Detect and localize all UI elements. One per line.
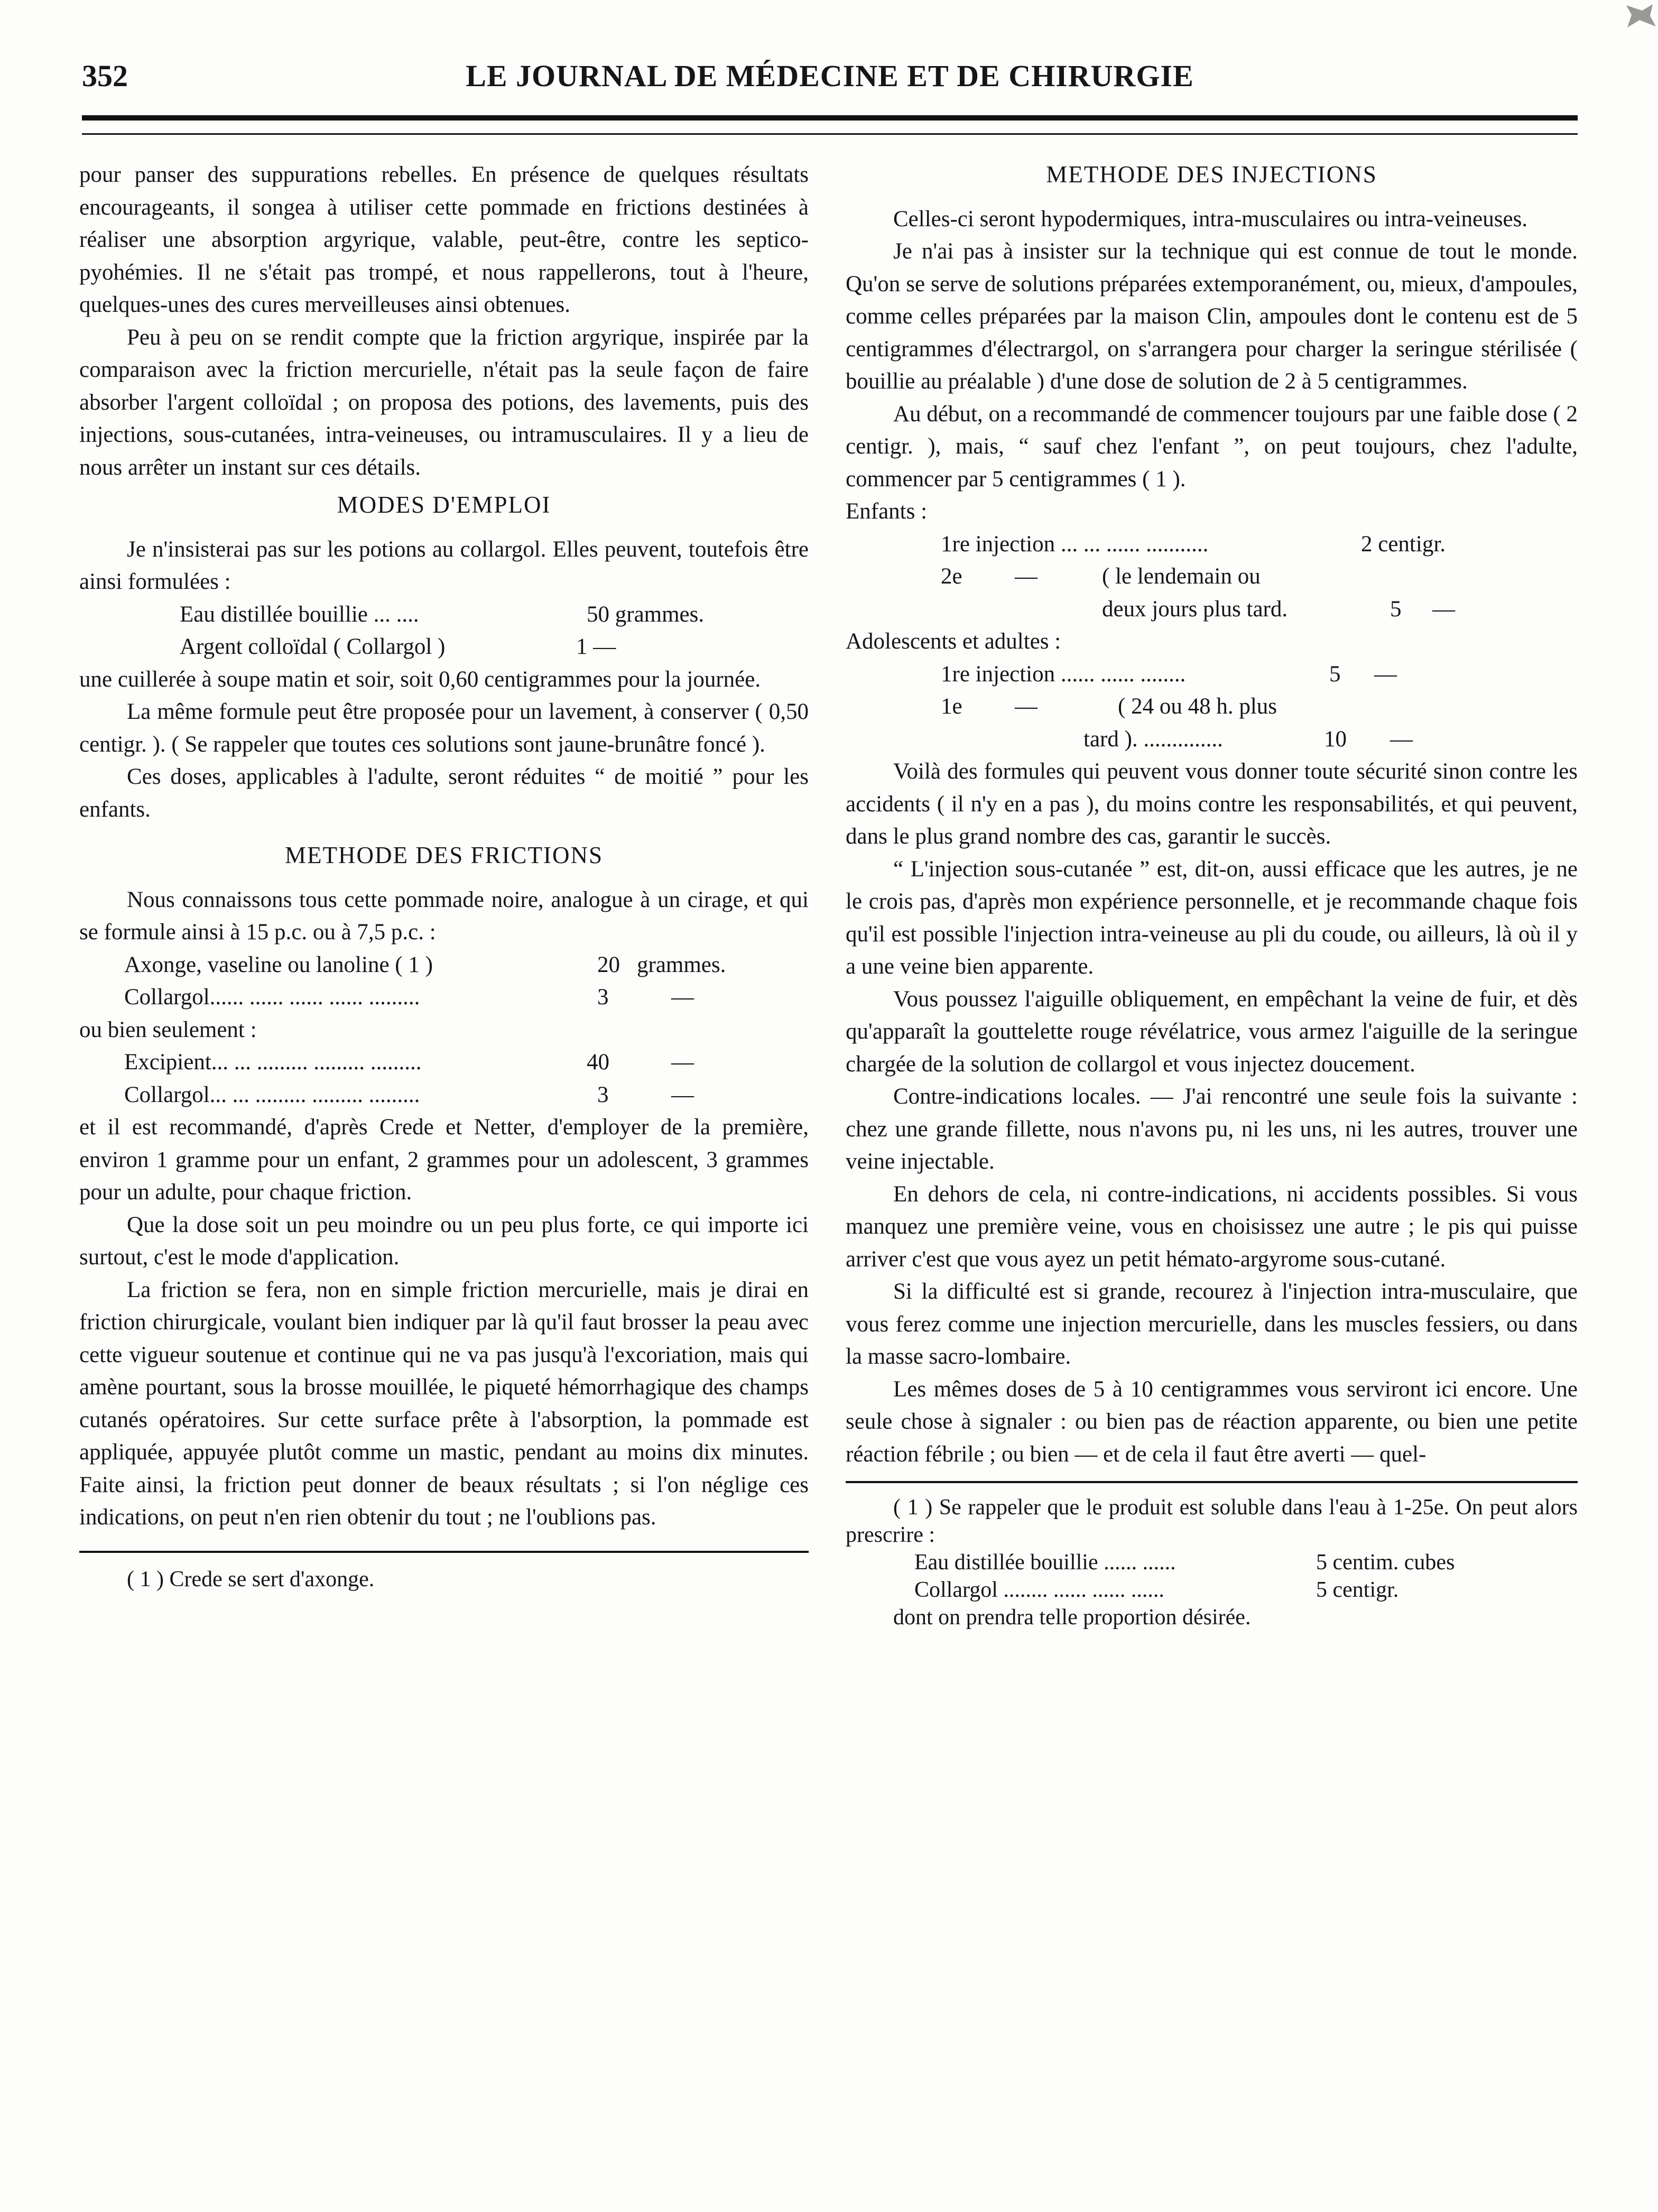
footnote xyxy=(846,1494,1578,1631)
dosage-text: ( le lendemain ou xyxy=(1102,564,1261,589)
paragraph: “ L'injection sous-cutanée ” est, dit-on, aussi efficace que les autres, je ne le crois pas, d'après mon expérience personnelle, et je recommande chaque fois qu'il est possible l'injection intra-veineuse au pli du coude, ou ailleurs, là où il y a une veine bien apparente. xyxy=(846,856,1578,979)
dosage-label: 1re injection ... ... ...... ........... xyxy=(941,531,1209,557)
dosage-row xyxy=(846,690,1578,723)
dosage-qty: 10 xyxy=(1324,726,1347,752)
formula-row xyxy=(79,1046,809,1079)
formula-item: Eau distillée bouillie ...... ...... xyxy=(914,1550,1176,1575)
formula-row xyxy=(79,598,809,631)
dosage-row xyxy=(846,658,1578,691)
dosage-row xyxy=(846,560,1578,593)
formula-qty: 40 xyxy=(587,1050,609,1075)
formula-row xyxy=(79,981,809,1014)
dosage-unit: — xyxy=(1374,661,1397,687)
formula-unit: — xyxy=(671,1082,694,1107)
dosage-group-label xyxy=(846,625,1578,658)
paragraph: La même formule peut être proposée pour un lavement, à conserver ( 0,50 centigr. ). ( Se rappeler que toutes ces solutions sont jaune-brunâtre foncé ). xyxy=(79,699,809,757)
dosage-text: ( 24 ou 48 h. plus xyxy=(1118,694,1277,719)
formula-item: Axonge, vaseline ou lanoline ( 1 ) xyxy=(124,952,433,977)
footnote-text: ( 1 ) Se rappeler que le produit est soluble dans l'eau à 1-25e. On peut alors prescrire : xyxy=(846,1495,1578,1547)
paragraph: Que la dose soit un peu moindre ou un peu plus forte, ce qui importe ici surtout, c'est le mode d'application. xyxy=(79,1212,809,1270)
formula-qty: 5 centigr. xyxy=(1316,1578,1399,1602)
dosage-row xyxy=(846,528,1578,561)
paragraph: La friction se fera, non en simple friction mercurielle, mais je dirai en friction chirurgicale, voulant bien indiquer par là qu'il faut brosser la peau avec cette vigueur soutenue et continue qui ne va pas jusqu'à l'excoriation, mais qui amène pourtant, sous la brosse mouillée, le piqueté hémorrhagique des champs cutanés opératoires. Sur cette surface prête à l'absorption, la pommade est appliquée, appuyée plutôt comme un mastic, pendant au moins dix minutes. Faite ainsi, la friction peut donner de beaux résultats ; si l'on néglige ces indications, on peut n'en rien obtenir du tout ; ne l'oublions pas. xyxy=(79,1277,809,1530)
dosage-label: 1re injection ...... ...... ........ xyxy=(941,661,1186,687)
potion-formula xyxy=(79,598,809,663)
section-heading-frictions: METHODE DES FRICTIONS xyxy=(284,842,604,868)
paragraph: et il est recommandé, d'après Crede et Netter, d'employer de la première, environ 1 gramme pour un enfant, 2 grammes pour un adolescent, 3 grammes pour un adulte, pour chaque friction. xyxy=(79,1115,809,1205)
formula-note: ou bien seulement : xyxy=(79,1017,257,1042)
footnote-formula-row xyxy=(846,1549,1578,1576)
formula-unit: — xyxy=(671,985,694,1010)
paragraph: Voilà des formules qui peuvent vous donner toute sécurité sinon contre les accidents ( il n'y en a pas ), du moins contre les responsabilités, et qui peuvent, dans le plus grand nombre des cas, garantir le succès. xyxy=(846,759,1578,849)
page-header xyxy=(82,58,1578,100)
formula-item: Collargol ........ ...... ...... ...... xyxy=(914,1578,1164,1602)
dosage-group-label xyxy=(846,495,1578,528)
paragraph: Je n'insisterai pas sur les potions au collargol. Elles peuvent, toutefois être ainsi formulées : xyxy=(79,536,809,594)
header-rule-thin xyxy=(82,133,1578,135)
journal-title: LE JOURNAL DE MÉDECINE ET DE CHIRURGIE xyxy=(466,59,1194,93)
paragraph: Au début, on a recommandé de commencer toujours par une faible dose ( 2 centigr. ), mais, “ sauf chez l'enfant ”, on peut toujours, chez l'adulte, commencer par 5 centigrammes ( 1 ). xyxy=(846,401,1578,492)
formula-qty: 50 grammes. xyxy=(587,601,705,627)
footnote-text: ( 1 ) Crede se sert d'axonge. xyxy=(127,1567,375,1591)
dosage-row xyxy=(846,593,1578,626)
dosage-row xyxy=(846,723,1578,756)
footnote xyxy=(79,1566,809,1593)
footnote-formula-row xyxy=(846,1576,1578,1604)
footnote-text: dont on prendra telle proportion désirée. xyxy=(893,1605,1251,1630)
paragraph: Ces doses, applicables à l'adulte, seront réduites “ de moitié ” pour les enfants. xyxy=(79,764,809,822)
paragraph: En dehors de cela, ni contre-indications, ni accidents possibles. Si vous manquez une première veine, vous en choisissez une autre ; le pis qui puisse arriver c'est que vous ayez un petit hémato-argyrome sous-cutané. xyxy=(846,1181,1578,1272)
formula-item: Collargol...... ...... ...... ...... ......... xyxy=(124,985,420,1010)
formula-item: Collargol... ... ......... ......... ......... xyxy=(124,1082,420,1107)
formula-item: Argent colloïdal ( Collargol ) xyxy=(180,634,446,659)
formula-row xyxy=(79,1014,809,1047)
dosage-qty: 2 centigr. xyxy=(1361,531,1446,557)
paragraph: Je n'ai pas à insister sur la technique qui est connue de tout le monde. Qu'on se serve de solutions préparées extemporanément, ou, mieux, d'ampoules, comme celles préparées par la maison Clin, ampoules dont le contenu est de 5 centigrammes d'électrargol, on s'arrangera pour charger la seringue stérilisée ( bouillie au préalable ) d'une dose de solution de 2 à 5 centigrammes. xyxy=(846,239,1578,394)
dosage-text: tard ). .............. xyxy=(1083,726,1223,752)
formula-qty: 20 xyxy=(597,952,620,977)
dosage-dash: — xyxy=(1015,564,1038,589)
formula-item: Excipient... ... ......... ......... ......... xyxy=(124,1050,422,1075)
formula-item: Eau distillée bouillie ... .... xyxy=(180,601,419,627)
dosage-table xyxy=(846,495,1578,755)
formula-qty: 3 xyxy=(597,985,609,1010)
dosage-qty: 5 xyxy=(1329,661,1341,687)
paragraph: Celles-ci seront hypodermiques, intra-musculaires ou intra-veineuses. xyxy=(893,206,1528,232)
dosage-text: deux jours plus tard. xyxy=(1102,596,1288,622)
paragraph: Peu à peu on se rendit compte que la friction argyrique, inspirée par la comparaison avec la friction mercurielle, n'était pas la seule façon de faire absorber l'argent colloïdal ; on proposa des potions, des lavements, puis des injections, sous-cutanées, intra-veineuses, ou intramusculaires. Il y a lieu de nous arrêter un instant sur ces détails. xyxy=(79,325,809,480)
left-column xyxy=(79,159,809,1593)
section-heading-injections: METHODE DES INJECTIONS xyxy=(1046,161,1377,188)
paragraph: une cuillerée à soupe matin et soir, soit 0,60 centigrammes pour la journée. xyxy=(79,667,761,692)
pommade-formula xyxy=(79,949,809,1112)
paragraph: pour panser des suppurations rebelles. En présence de quelques résultats encourageants, il songea à utiliser cette pommade en frictions destinées à réaliser une absorption argyrique, valable, peut-être, contre les septico-pyohémies. Il ne s'était pas trompé, et nous rappellerons, tout à l'heure, quelques-unes des cures merveilleuses ainsi obtenues. xyxy=(79,162,809,317)
formula-row xyxy=(79,631,809,663)
formula-qty: 3 xyxy=(597,1082,609,1107)
page-number: 352 xyxy=(82,59,128,93)
corner-ink-mark-icon xyxy=(1621,0,1658,32)
dosage-qty: 5 xyxy=(1390,596,1402,622)
right-column xyxy=(846,159,1578,1631)
dosage-number: 1e xyxy=(941,694,962,719)
paragraph: Nous connaissons tous cette pommade noire, analogue à un cirage, et qui se formule ainsi à 15 p.c. ou à 7,5 p.c. : xyxy=(79,887,809,945)
paragraph: Si la difficulté est si grande, recourez à l'injection intra-musculaire, que vous ferez comme une injection mercurielle, dans les muscles fessiers, ou dans la masse sacro-lombaire. xyxy=(846,1279,1578,1369)
formula-qty: 1 — xyxy=(576,634,616,659)
formula-unit: grammes. xyxy=(637,952,726,977)
paragraph: Vous poussez l'aiguille obliquement, en empêchant la veine de fuir, et dès qu'apparaît la gouttelette rouge révélatrice, vous armez l'aiguille de la seringue chargée de la solution de collargol et vous injectez doucement. xyxy=(846,986,1578,1077)
footnote-rule xyxy=(79,1551,809,1553)
paragraph: Contre-indications locales. — J'ai rencontré une seule fois la suivante : chez une grande fillette, nous n'avons pu, ni les uns, ni les autres, trouver une veine injectable. xyxy=(846,1084,1578,1174)
adults-label: Adolescents et adultes : xyxy=(846,629,1061,654)
section-heading-modes: MODES D'EMPLOI xyxy=(337,492,551,518)
header-rule-thick xyxy=(82,115,1578,121)
enfants-label: Enfants : xyxy=(846,499,928,524)
footnote-rule xyxy=(846,1481,1578,1483)
dosage-number: 2e xyxy=(941,564,962,589)
formula-row xyxy=(79,949,809,982)
dosage-dash: — xyxy=(1015,694,1038,719)
dosage-unit: — xyxy=(1390,726,1413,752)
dosage-unit: — xyxy=(1432,596,1455,622)
formula-qty: 5 centim. cubes xyxy=(1316,1550,1455,1575)
formula-row xyxy=(79,1079,809,1112)
formula-unit: — xyxy=(671,1050,694,1075)
paragraph: Les mêmes doses de 5 à 10 centigrammes vous serviront ici encore. Une seule chose à signaler : ou bien pas de réaction apparente, ou bien une petite réaction fébrile ; ou bien — et de cela il faut être averti — quel- xyxy=(846,1376,1578,1467)
